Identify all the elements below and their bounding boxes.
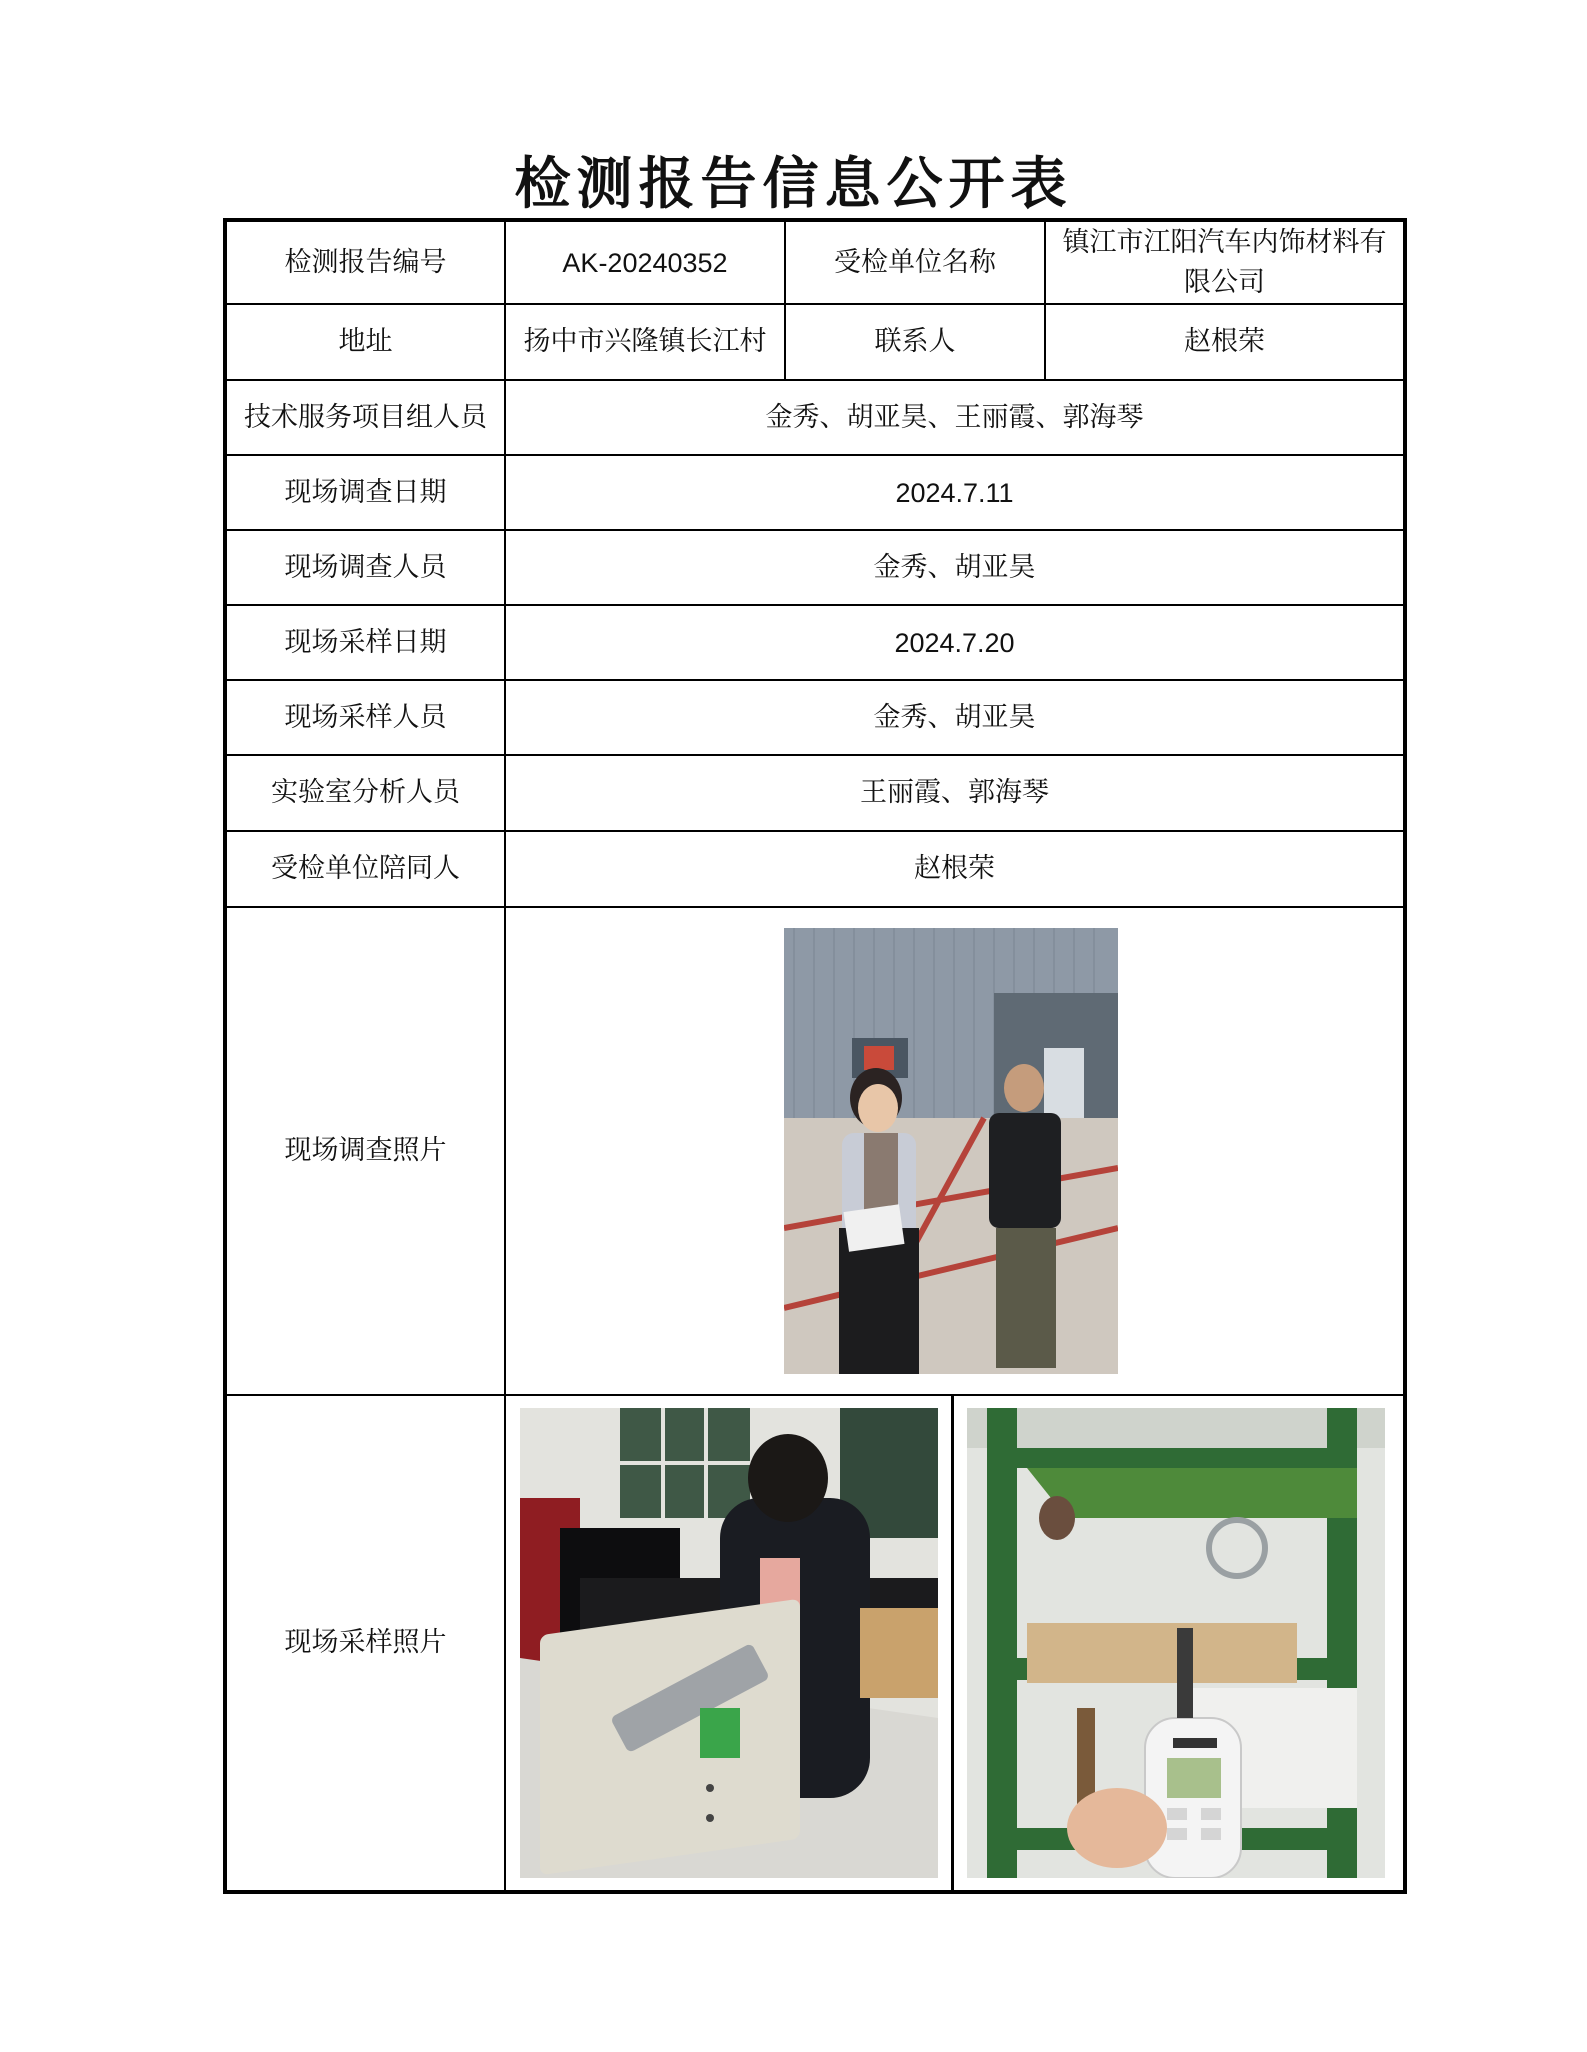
table-row [225,680,1405,755]
survey-photo-cell [505,907,1405,1395]
sampling-photo-left [520,1408,938,1878]
sampling-date-label: 现场采样日期 [225,605,505,680]
escort-value: 赵根荣 [505,831,1405,907]
survey-staff-value: 金秀、胡亚昊 [505,530,1405,605]
table-row [225,455,1405,530]
lab-staff-label: 实验室分析人员 [225,755,505,831]
sampling-staff-label: 现场采样人员 [225,680,505,755]
table-row [225,831,1405,907]
address-value: 扬中市兴隆镇长江村 [505,304,785,380]
unit-value: 镇江市江阳汽车内饰材料有限公司 [1045,220,1405,304]
table-row [225,755,1405,831]
survey-photo [784,928,1118,1374]
table-row [225,605,1405,680]
team-label: 技术服务项目组人员 [225,380,505,455]
photo-divider [951,1396,954,1890]
contact-label: 联系人 [785,304,1045,380]
table-row [225,530,1405,605]
escort-label: 受检单位陪同人 [225,831,505,907]
team-value: 金秀、胡亚昊、王丽霞、郭海琴 [505,380,1405,455]
table-row [225,1395,1405,1892]
sampling-photo-cell [505,1395,1405,1892]
table-row [225,907,1405,1395]
report-no-value: AK-20240352 [505,220,785,304]
survey-staff-label: 现场调查人员 [225,530,505,605]
sampling-date-value: 2024.7.20 [505,605,1405,680]
sampling-photo-right [967,1408,1385,1878]
table-row [225,220,1405,304]
report-table [223,218,1407,1894]
table-row [225,380,1405,455]
address-label: 地址 [225,304,505,380]
sampling-staff-value: 金秀、胡亚昊 [505,680,1405,755]
table-row [225,304,1405,380]
sampling-photo-label: 现场采样照片 [225,1395,505,1892]
survey-date-value: 2024.7.11 [505,455,1405,530]
page-title: 检测报告信息公开表 [514,152,1073,217]
unit-label: 受检单位名称 [785,220,1045,304]
survey-photo-label: 现场调查照片 [225,907,505,1395]
survey-date-label: 现场调查日期 [225,455,505,530]
contact-value: 赵根荣 [1045,304,1405,380]
lab-staff-value: 王丽霞、郭海琴 [505,755,1405,831]
report-no-label: 检测报告编号 [225,220,505,304]
